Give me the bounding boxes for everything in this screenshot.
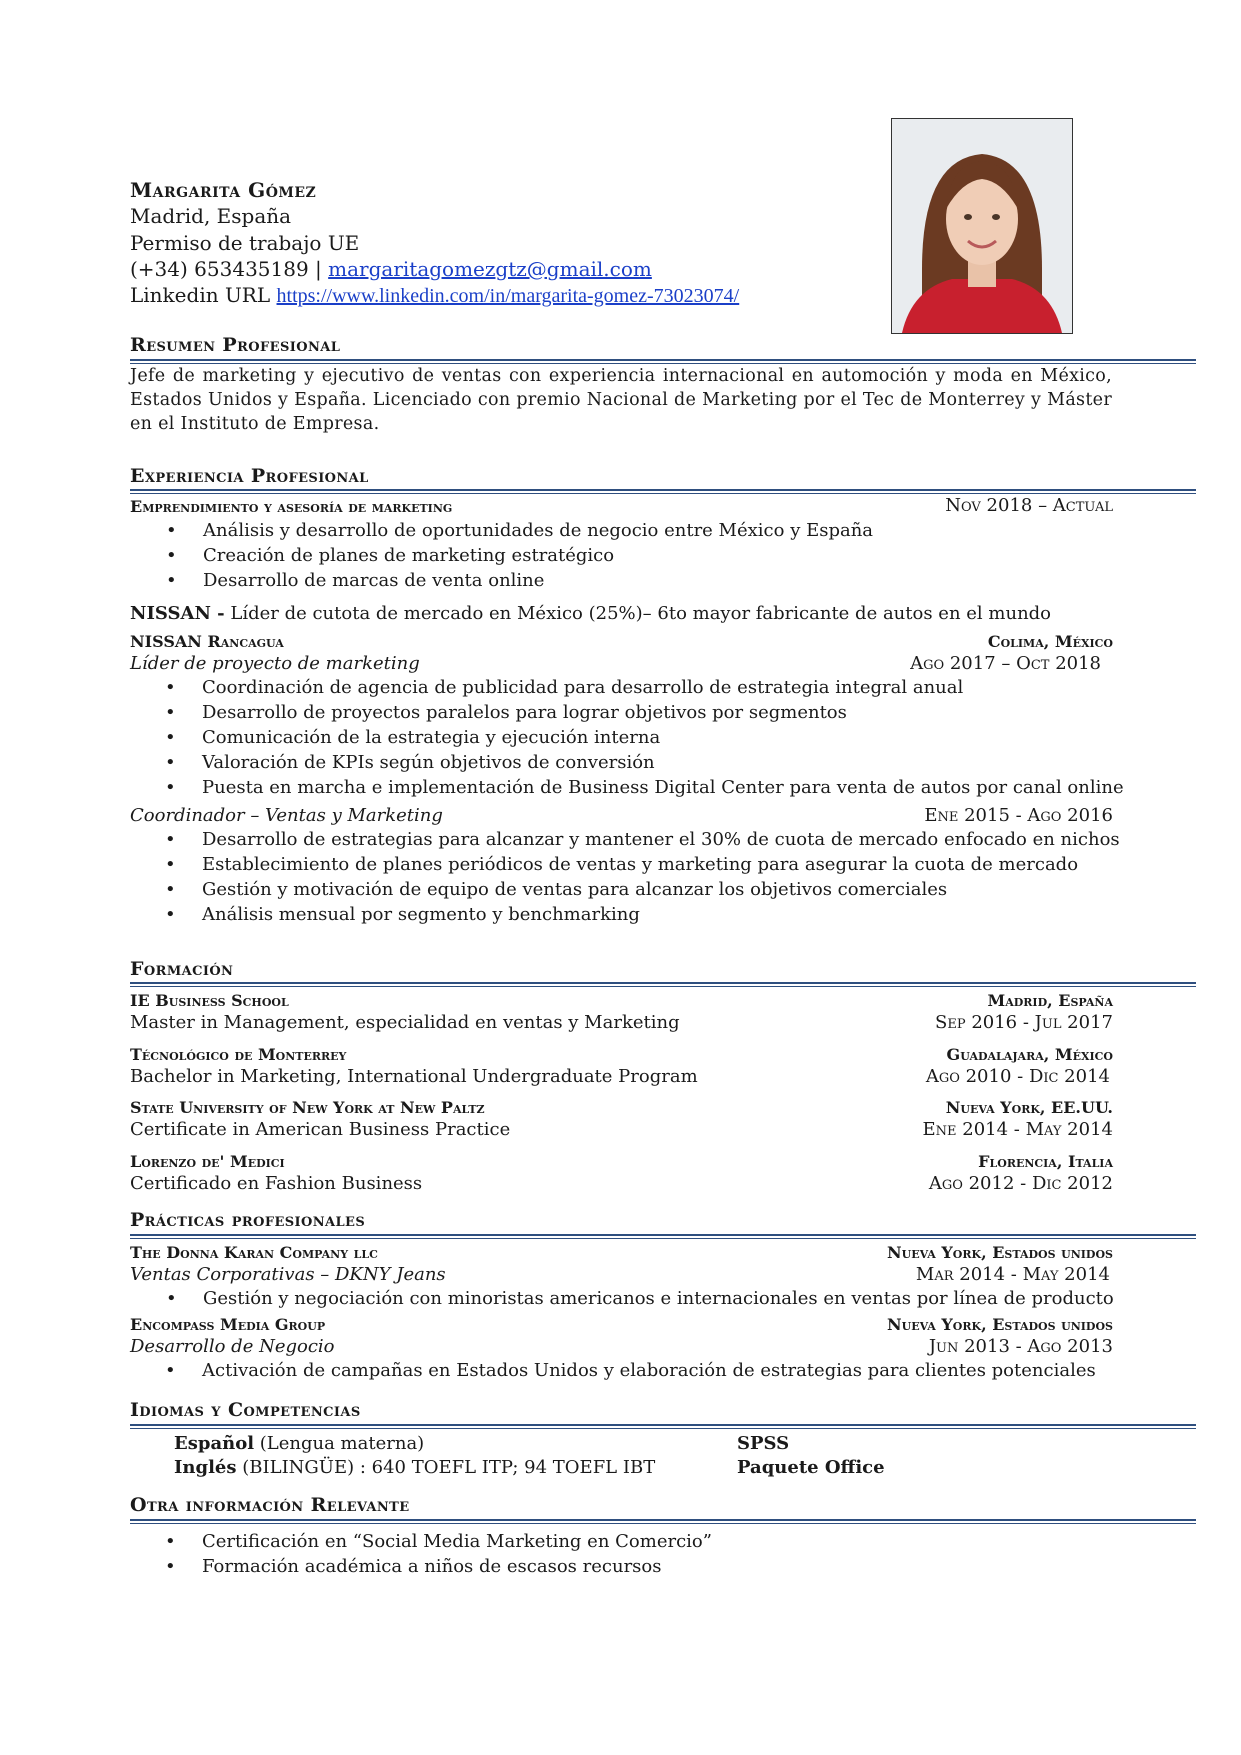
intern1-role: Ventas Corporativas – DKNY Jeans <box>130 1264 446 1285</box>
nissan-intro <box>130 603 1051 624</box>
list-item: • Puesta en marcha e implementación de Business Digital Center para venta de autos por canal online <box>202 775 1124 800</box>
intern1-company: The Donna Karan Company llc <box>130 1243 378 1262</box>
list-item: • Gestión y motivación de equipo de ventas para alcanzar los objetivos comerciales <box>202 877 1120 902</box>
list-item: • Análisis y desarrollo de oportunidades de negocio entre México y España <box>203 518 873 543</box>
linkedin-link[interactable]: https://www.linkedin.com/in/margarita-gomez-73023074/ <box>276 285 740 307</box>
languages-title: Idiomas y Competencias <box>130 1399 361 1421</box>
candidate-city: Madrid, España <box>130 204 292 228</box>
nissan-company: NISSAN Rancagua <box>130 632 284 651</box>
edu1-school: IE Business School <box>130 991 289 1010</box>
list-item: • Gestión y negociación con minoristas americanos e internacionales en ventas por línea de producto <box>203 1286 1114 1311</box>
edu4-location: Florencia, Italia <box>978 1152 1113 1171</box>
edu3-location: Nueva York, EE.UU. <box>945 1098 1113 1117</box>
linkedin-label: Linkedin URL <box>130 283 271 307</box>
nissan-role2-bullets <box>202 827 1120 927</box>
intern2-bullets <box>202 1358 1096 1383</box>
edu4-school: Lorenzo de' Medici <box>130 1152 285 1171</box>
job1-date: Nov 2018 – Actual <box>945 495 1113 516</box>
other-rule <box>130 1519 1196 1524</box>
other-bullets <box>202 1529 712 1579</box>
email-link[interactable]: margaritagomezgtz@gmail.com <box>328 257 652 281</box>
list-item: • Activación de campañas en Estados Unidos y elaboración de estrategias para clientes potenciales <box>202 1358 1096 1383</box>
edu2-degree: Bachelor in Marketing, International Undergraduate Program <box>130 1066 698 1087</box>
language-spanish-label: Español <box>174 1433 255 1454</box>
internships-title: Prácticas profesionales <box>130 1209 366 1231</box>
nissan-date1: Ago 2017 – Oct 2018 <box>910 653 1101 674</box>
edu2-location: Guadalajara, México <box>946 1045 1113 1064</box>
education-rule <box>130 982 1196 987</box>
intern2-company: Encompass Media Group <box>130 1315 326 1334</box>
nissan-intro-label: NISSAN - <box>130 603 225 624</box>
edu2-school: Técnológico de Monterrey <box>130 1045 347 1064</box>
list-item: • Certificación en “Social Media Marketing en Comercio” <box>202 1529 712 1554</box>
nissan-role1: Líder de proyecto de marketing <box>130 653 420 674</box>
edu1-location: Madrid, España <box>987 991 1113 1010</box>
portrait-illustration <box>892 119 1072 333</box>
nissan-intro-text: Líder de cutota de mercado en México (25%)– 6to mayor fabricante de autos en el mundo <box>224 603 1052 624</box>
candidate-name: Margarita Gómez <box>130 178 317 202</box>
edu3-school: State University of New York at New Paltz <box>130 1098 485 1117</box>
edu4-date: Ago 2012 - Dic 2012 <box>928 1173 1113 1194</box>
list-item: • Desarrollo de estrategias para alcanzar y mantener el 30% de cuota de mercado enfocado en nichos <box>202 827 1120 852</box>
list-item: • Formación académica a niños de escasos recursos <box>202 1554 712 1579</box>
edu2-date: Ago 2010 - Dic 2014 <box>925 1066 1110 1087</box>
internships-rule <box>130 1234 1196 1239</box>
summary-text: Jefe de marketing y ejecutivo de ventas con experiencia internacional en automoción y moda en México, Estados Unidos y España. Licenciado con premio Nacional de Marketing por el Tec de Monterrey y Máster en el Instituto de Empresa. <box>130 366 1112 434</box>
job1-company: Emprendimiento y asesoría de marketing <box>130 497 453 516</box>
list-item: • Desarrollo de marcas de venta online <box>203 568 873 593</box>
edu4-degree: Certificado en Fashion Business <box>130 1173 423 1194</box>
linkedin-line <box>130 282 739 309</box>
edu3-degree: Certificate in American Business Practice <box>130 1119 511 1140</box>
list-item: • Valoración de KPIs según objetivos de conversión <box>202 750 1124 775</box>
education-title: Formación <box>130 958 234 980</box>
contact-line <box>130 256 652 282</box>
profile-photo <box>891 118 1073 334</box>
experience-rule <box>130 489 1196 494</box>
nissan-role1-bullets <box>202 675 1124 800</box>
list-item: • Comunicación de la estrategia y ejecución interna <box>202 725 1124 750</box>
edu1-degree: Master in Management, especialidad en ventas y Marketing <box>130 1012 680 1033</box>
intern1-bullets <box>203 1286 1114 1311</box>
language-spanish <box>174 1433 424 1454</box>
skill-office: Paquete Office <box>737 1457 885 1478</box>
list-item: • Desarrollo de proyectos paralelos para lograr objetivos por segmentos <box>202 700 1124 725</box>
intern2-role: Desarrollo de Negocio <box>130 1336 335 1357</box>
skill-spss: SPSS <box>737 1433 790 1454</box>
work-permit: Permiso de trabajo UE <box>130 231 360 255</box>
language-english <box>174 1457 655 1478</box>
nissan-date2: Ene 2015 - Ago 2016 <box>924 805 1113 826</box>
experience-title: Experiencia Profesional <box>130 465 369 487</box>
intern1-location: Nueva York, Estados unidos <box>887 1243 1113 1262</box>
nissan-role2: Coordinador – Ventas y Marketing <box>130 805 443 826</box>
list-item: • Coordinación de agencia de publicidad para desarrollo de estrategia integral anual <box>202 675 1124 700</box>
summary-title: Resumen Profesional <box>130 334 341 356</box>
intern2-location: Nueva York, Estados unidos <box>887 1315 1113 1334</box>
list-item: • Análisis mensual por segmento y benchmarking <box>202 902 1120 927</box>
list-item: • Establecimiento de planes periódicos de ventas y marketing para asegurar la cuota de mercado <box>202 852 1120 877</box>
edu3-date: Ene 2014 - May 2014 <box>922 1119 1113 1140</box>
intern1-date: Mar 2014 - May 2014 <box>915 1264 1110 1285</box>
other-title: Otra información Relevante <box>130 1494 410 1516</box>
job1-bullets <box>203 518 873 593</box>
nissan-location: Colima, México <box>987 632 1113 651</box>
languages-rule <box>130 1424 1196 1429</box>
list-item: • Creación de planes de marketing estratégico <box>203 543 873 568</box>
phone-number: (+34) 653435189 | <box>130 257 322 281</box>
intern2-date: Jun 2013 - Ago 2013 <box>928 1336 1113 1357</box>
language-english-label: Inglés <box>174 1457 237 1478</box>
edu1-date: Sep 2016 - Jul 2017 <box>935 1012 1113 1033</box>
language-english-level: (BILINGÜE) : 640 TOEFL ITP; 94 TOEFL IBT <box>236 1457 656 1478</box>
language-spanish-level: (Lengua materna) <box>254 1433 425 1454</box>
